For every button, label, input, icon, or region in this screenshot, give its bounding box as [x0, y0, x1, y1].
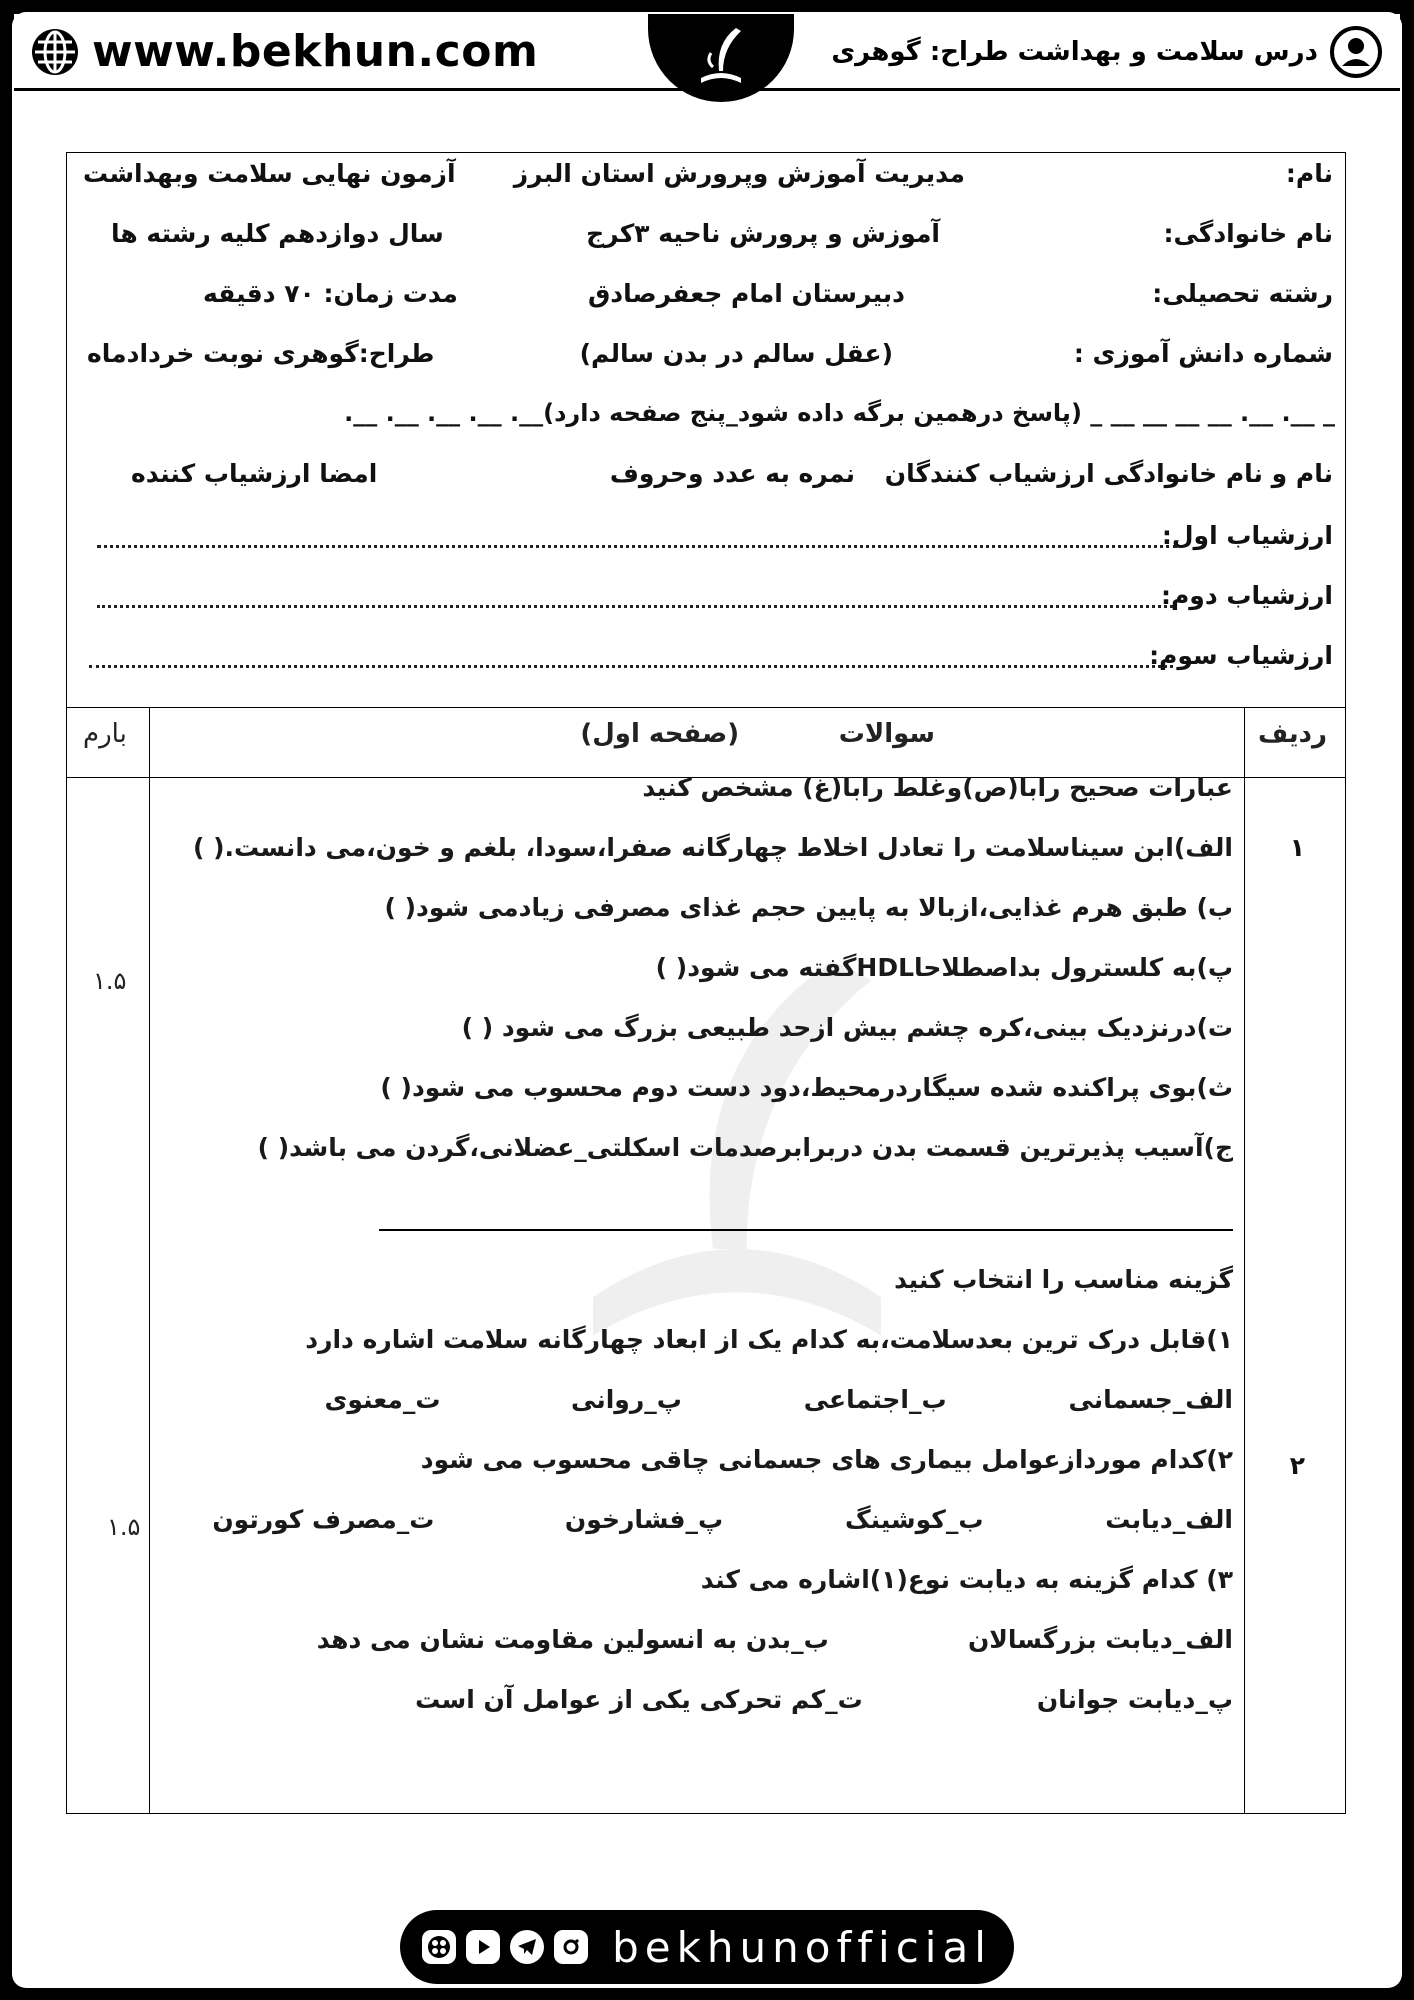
evaluator-2-field[interactable] [97, 605, 1173, 608]
social-handle: bekhunofficial [612, 1922, 992, 1972]
evaluator-3-field[interactable] [89, 665, 1173, 668]
q1-number: ۱ [1289, 833, 1305, 862]
aparat-icon[interactable] [422, 1930, 456, 1964]
score-column-divider [149, 707, 150, 1813]
exam-info [67, 153, 1345, 708]
name-label: نام: [1285, 159, 1333, 188]
score-words-label: نمره به عدد وحروف [609, 459, 855, 488]
q2-sub3: ۳) کدام گزینه به دیابت نوع(۱)اشاره می کند [700, 1565, 1233, 1594]
student-number-label: شماره دانش آموزی : [1073, 339, 1333, 368]
evaluator-1-label: ارزشیاب اول: [1161, 521, 1333, 550]
row-column-divider [1244, 707, 1245, 1813]
admin: مدیریت آموزش وپرورش استان البرز [513, 159, 965, 188]
site-link[interactable] [30, 26, 538, 77]
divider [379, 1229, 1233, 1231]
q1-item-e: ث)بوی پراکنده شده سیگاردرمحیط،دود دست دوم محسوب می شود( ) [380, 1073, 1233, 1102]
signature-label: امضا ارزشیاب کننده [131, 459, 378, 488]
answer-note: _ __. __. __ __ __ __ _ (پاسخ درهمین برگه داده شود_پنج صفحه دارد)__. __. __. __. __. [344, 399, 1335, 427]
district: آموزش و پرورش ناحیه ۳کرج [586, 219, 940, 248]
globe-icon [30, 27, 80, 77]
page-header [14, 14, 1400, 91]
q2-score: ۱.۵ [107, 1513, 141, 1541]
q1-score: ۱.۵ [93, 967, 127, 995]
designer: طراح:گوهری نوبت خردادماه [87, 339, 435, 368]
q2-sub2-options: الف_دیابت ب_کوشینگ پ_فشارخون ت_مصرف کورتون [212, 1505, 1233, 1534]
exam-table [66, 152, 1346, 1814]
q2-sub3-options-a: الف_دیابت بزرگسالان ب_بدن به انسولین مقاومت نشان می دهد [316, 1625, 1233, 1654]
social-footer [400, 1910, 1014, 1984]
brand-logo [648, 14, 794, 102]
evaluator-2-label: ارزشیاب دوم: [1160, 581, 1333, 610]
q1-instruction: عبارات صحیح رابا(ص)وغلط رابا(غ) مشخص کنید [642, 773, 1233, 802]
q1-item-f: ج)آسیب پذیرترین قسمت بدن دربرابرصدمات اسکلتی_عضلانی،گردن می باشد( ) [257, 1133, 1233, 1162]
q1-item-d: ت)درنزدیک بینی،کره چشم بیش ازحد طبیعی بزرگ می شود ( ) [461, 1013, 1233, 1042]
course-title: درس سلامت و بهداشت طراح: گوهری [831, 26, 1382, 78]
instagram-icon[interactable] [554, 1930, 588, 1964]
grade: سال دوازدهم کلیه رشته ها [111, 219, 444, 248]
q2-sub1-options: الف_جسمانی ب_اجتماعی پ_روانی ت_معنوی [324, 1385, 1233, 1414]
q1-item-a: الف)ابن سیناسلامت را تعادل اخلاط چهارگانه صفرا،سودا، بلغم و خون،می دانست.( ) [192, 833, 1233, 862]
q2-sub2: ۲)کدام موردازعوامل بیماری های جسمانی چاقی محسوب می شود [420, 1445, 1233, 1474]
quill-book-icon [681, 23, 761, 93]
exam-title: آزمون نهایی سلامت وبهداشت [83, 159, 456, 188]
user-icon [1330, 26, 1382, 78]
q2-sub1: ۱)قابل درک ترین بعدسلامت،به کدام یک از ابعاد چهارگانه سلامت اشاره دارد [305, 1325, 1233, 1354]
field-label: رشته تحصیلی: [1152, 279, 1333, 308]
school: دبیرستان امام جعفرصادق [587, 279, 905, 308]
family-label: نام خانوادگی: [1163, 219, 1333, 248]
evaluator-3-label: ارزشیاب سوم: [1149, 641, 1333, 670]
telegram-icon[interactable] [510, 1930, 544, 1964]
q2-sub3-options-b: پ_دیابت جوانان ت_کم تحرکی یکی از عوامل آن است [415, 1685, 1233, 1714]
evaluators-label: نام و نام خانوادگی ارزشیاب کنندگان [884, 459, 1333, 488]
q1-item-b: ب) طبق هرم غذایی،ازبالا به پایین حجم غذای مصرفی زیادمی شود( ) [384, 893, 1233, 922]
q2-instruction: گزینه مناسب را انتخاب کنید [894, 1265, 1233, 1294]
motto: (عقل سالم در بدن سالم) [579, 339, 893, 368]
table-header-row [67, 707, 1345, 778]
q1-item-c: پ)به کلسترول بداصطلاحاHDLگفته می شود( ) [655, 953, 1233, 982]
row-header: ردیف [1257, 719, 1327, 749]
evaluator-1-field[interactable] [97, 545, 1177, 548]
score-header: بارم [83, 719, 127, 749]
questions-header: سوالات (صفحه اول) [580, 719, 935, 749]
youtube-icon[interactable] [466, 1930, 500, 1964]
duration: مدت زمان: ۷۰ دقیقه [203, 279, 458, 308]
q2-number: ۲ [1289, 1451, 1305, 1480]
site-url: www.bekhun.com [92, 26, 539, 77]
